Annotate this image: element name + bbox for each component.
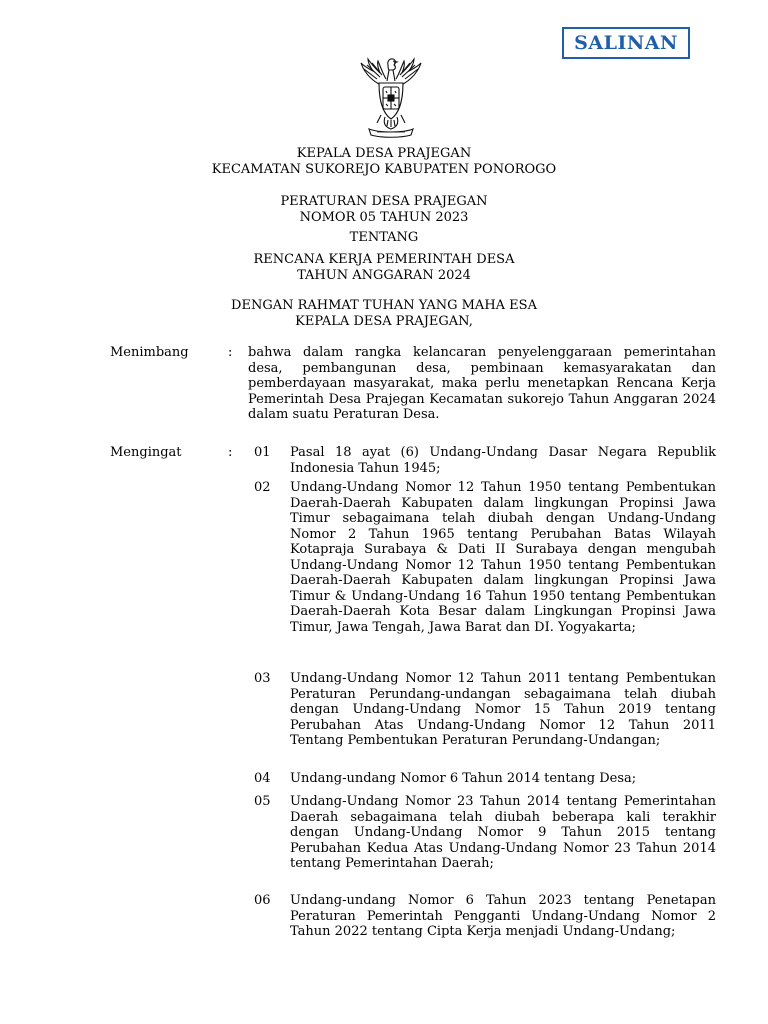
regulation-subject — [0, 252, 768, 284]
mengingat-item-text: Undang-undang Nomor 6 Tahun 2023 tentang Penetapan Peraturan Pemerintah Pengganti Undang-Undang Nomor 2 Tahun 2022 tentang Cipta Kerja menjadi Undang-Undang; — [290, 893, 716, 939]
mengingat-item-text: Undang-undang Nomor 6 Tahun 2014 tentang Desa; — [290, 771, 637, 786]
mengingat-item-text: Undang-Undang Nomor 23 Tahun 2014 tentang Pemerintahan Daerah sebagaimana telah diubah beberapa kali terakhir dengan Undang-Undang Nomor 9 Tahun 2015 tentang Perubahan Kedua Atas Undang-Undang Nomor 23 Tahun 2014 tentang Pemerintahan Daerah; — [290, 794, 716, 871]
preamble — [0, 298, 768, 330]
issuer-header — [0, 146, 768, 178]
garuda-emblem-icon — [355, 57, 427, 139]
menimbang-colon: : — [228, 345, 233, 360]
mengingat-item-text: Undang-Undang Nomor 12 Tahun 2011 tentang Pembentukan Peraturan Perundang-undangan sebagaimana telah diubah dengan Undang-Undang Nomor 15 Tahun 2019 tentang Perubahan Atas Undang-Undang Nomor 12 Tahun 2011 Tentang Pembentukan Peraturan Perundang-Undangan; — [290, 671, 716, 748]
title-number: NOMOR 05 TAHUN 2023 — [299, 210, 469, 225]
mengingat-item-number: 02 — [254, 480, 271, 495]
mengingat-item-number: 06 — [254, 893, 271, 908]
issuer-line-1: KEPALA DESA PRAJEGAN — [296, 146, 472, 161]
mengingat-label: Mengingat — [110, 445, 182, 460]
tentang-label — [0, 230, 768, 246]
salinan-stamp: SALINAN — [562, 27, 690, 59]
mengingat-item-number: 01 — [254, 445, 271, 460]
menimbang-text: bahwa dalam rangka kelancaran penyelenggaraan pemerintahan desa, pembangunan desa, pembinaan kemasyarakatan dan pemberdayaan masyarakat, maka perlu menetapkan Rencana Kerja Pemerintah Desa Prajegan Kecamatan sukorejo Tahun Anggaran 2024 dalam suatu Peraturan Desa. — [248, 345, 716, 422]
regulation-title — [0, 194, 768, 226]
mengingat-item-text: Pasal 18 ayat (6) Undang-Undang Dasar Negara Republik Indonesia Tahun 1945; — [290, 445, 716, 476]
mengingat-item-text: Undang-Undang Nomor 12 Tahun 1950 tentang Pembentukan Daerah-Daerah Kabupaten dalam lingkungan Propinsi Jawa Timur sebagaimana telah diubah dengan Undang-Undang Nomor 2 Tahun 1965 tentang Perubahan Batas Wilayah Kotapraja Surabaya & Dati II Surabaya dengan mengubah Undang-Undang Nomor 12 Tahun 1950 tentang Pembentukan Daerah-Daerah Kabupaten dalam lingkungan Propinsi Jawa Timur & Undang-Undang 16 Tahun 1950 tentang Pembentukan Daerah-Daerah Kota Besar dalam Lingkungan Propinsi Jawa Timur, Jawa Tengah, Jawa Barat dan DI. Yogyakarta; — [290, 480, 716, 635]
issuer-line-2: KECAMATAN SUKOREJO KABUPATEN PONOROGO — [211, 162, 557, 177]
subject-line-1: RENCANA KERJA PEMERINTAH DESA — [253, 252, 515, 267]
mengingat-item-number: 05 — [254, 794, 271, 809]
preamble-line-1: DENGAN RAHMAT TUHAN YANG MAHA ESA — [231, 298, 537, 313]
mengingat-item-number: 03 — [254, 671, 271, 686]
mengingat-item-number: 04 — [254, 771, 271, 786]
preamble-line-2: KEPALA DESA PRAJEGAN, — [295, 314, 473, 329]
menimbang-label: Menimbang — [110, 345, 189, 360]
mengingat-colon: : — [228, 445, 233, 460]
tentang-text: TENTANG — [349, 230, 419, 245]
subject-line-2: TAHUN ANGGARAN 2024 — [297, 268, 471, 283]
title-line-1: PERATURAN DESA PRAJEGAN — [280, 194, 488, 209]
